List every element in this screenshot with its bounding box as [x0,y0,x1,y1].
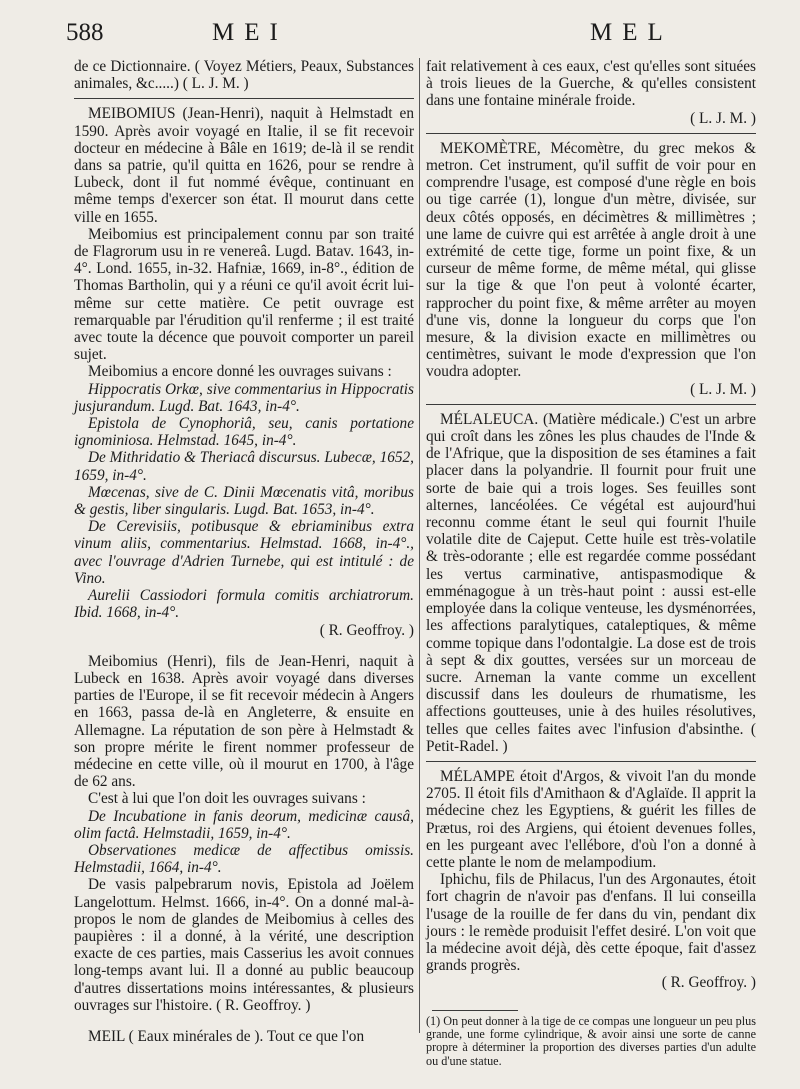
meibomius-h-glands: De vasis palpebrarum novis, Epistola ad Joëlem Langelottum. Helmst. 1666, in-4°. On a donné mal-à-propos le nom de glandes de Meibomius à celles des paupières : il a donné, à la vérité, une description exacte de ces parties, mais Casserius les avoit connues long-temps avant lui. Il a donné au public beaucoup d'autres dissertations moins intéressantes, & plusieurs ouvrages sur l'histoire. ( R. Geoffroy. ) [74,876,414,1014]
header-left-word: MEI [212,19,288,46]
work-entry: De Cerevisiis, potibusque & ebriaminibus extra vinum aliis, commentarius. Helmstad. 1668, in-4°., avec l'ouvrage d'Adrien Turnebe, qui est intitulé : de Vino. [74,518,414,587]
work-entry: De Mithridatio & Theriacâ discursus. Lubecæ, 1652, 1659, in-4°. [74,449,414,484]
section-rule [74,98,414,99]
meil-entry-continued: fait relativement à ces eaux, c'est qu'elles sont situées à trois lieues de la Guerche, & qu'elles consistent dans une fontaine minérale froide. [426,58,756,110]
meibomius-jh-bio: MEIBOMIUS (Jean-Henri), naquit à Helmstadt en 1590. Après avoir voyagé en Italie, il se fit recevoir docteur en médecine à Bâle en 1619; de-là il se rendit dans sa patrie, qu'il quitta en 1626, pour se rendre à Lubeck, dont il fut nommé évêque, continuant en même temps d'exercer son état. Il mourut dans cette ville en 1655. [74,105,414,226]
meil-entry-start: MEIL ( Eaux minérales de ). Tout ce que l'on [88,1027,365,1045]
running-header [66,18,770,50]
section-rule [426,761,756,762]
page-number: 588 [66,19,104,46]
work-entry: Hippocratis Orkœ, sive commentarius in Hippocratis jusjurandum. Lugd. Bat. 1643, in-4°. [74,380,414,415]
work-entry: Epistola de Cynophoriâ, seu, canis portatione ignominiosa. Helmstad. 1645, in-4°. [74,415,414,450]
section-rule [426,133,756,134]
intro-paragraph: de ce Dictionnaire. ( Voyez Métiers, Peaux, Substances animales, &c.....) ( L. J. M. ) [74,58,414,93]
footnote: (1) On peut donner à la tige de ce compas une longueur un peu plus grande, une forme cylindrique, & avoir ainsi une sorte de canne propre à déterminer la proportion des diverses parties d'un adulte ou d'une statue. [426,1013,756,1068]
left-column [74,58,414,1045]
meibomius-h-works-intro: C'est à lui que l'on doit les ouvrages suivans : [88,790,366,808]
footnote-rule [432,1010,518,1011]
author-signature: ( R. Geoffroy. ) [661,974,756,992]
section-rule [426,404,756,405]
right-column [426,58,756,1068]
author-signature: ( L. J. M. ) [690,380,756,398]
work-entry: Observationes medicæ de affectibus omissis. Helmstadii, 1664, in-4°. [74,841,414,877]
author-signature: ( L. J. M. ) [690,109,756,127]
column-divider [419,58,420,1033]
author-signature: ( R. Geoffroy. ) [319,621,414,639]
work-entry: Aurelii Cassiodori formula comitis archiatrorum. Ibid. 1668, in-4°. [74,587,414,622]
melampe-entry: MÉLAMPE étoit d'Argos, & vivoit l'an du monde 2705. Il étoit fils d'Amithaon & d'Aglaïde. Il apprit la médecine chez les Egyptiens, & guérit les filles de Prætus, roi des Argiens, qui étoient devenues folles, en les purgeant avec l'ellébore, d'où l'on a donné à cette plante le nom de melampodium. [426,767,756,871]
mekometre-entry: MEKOMÈTRE, Mécomètre, du grec mekos & metron. Cet instrument, qu'il suffit de voir pour en comprendre l'usage, est composé d'une règle en bois ou tige carrée (1), longue d'un mètre, divisée, sur deux côtés opposés, en décimètres & millimètres ; une lame de cuivre qui est arrêtée à angle droit à une extrémité de cette tige, forme un point fixe, & un curseur de même forme, de même métal, qui glisse sur la tige & que l'on peut à volonté écarter, rapprocher du point fixe, & même arrêter au moyen d'une vis, donne la longueur du corps que l'on mesure, & la division exacte en millimètres ou centimètres, suivant le mode d'expression que l'on voudra adopter. [426,139,756,381]
header-right-word: MEL [590,19,673,46]
meibomius-jh-treatise: Meibomius est principalement connu par son traité de Flagrorum usu in re venereâ. Lugd. Batav. 1643, in-4°. Lond. 1655, in-32. Hafniæ, 1669, in-8°., édition de Thomas Bartholin, qui y a réuni ce qu'il avoit écrit lui-même sur cette matière. Ce petit ouvrage est remarquable par l'érudition qu'il renferme ; il est traité avec toute la décence que pouvoit comporter un pareil sujet. [74,225,414,364]
meibomius-jh-works-intro: Meibomius a encore donné les ouvrages suivans : [88,363,392,381]
work-entry: De Incubatione in fanis deorum, medicinæ causâ, olim factâ. Helmstadii, 1659, in-4°. [74,807,414,842]
melampe-iphichu: Iphichu, fils de Philacus, l'un des Argonautes, étoit fort chagrin de n'avoir pas d'enfans. Il lui conseilla l'usage de la rouille de fer dans du vin, pendant dix jours : le remède produisit l'effet desiré. L'on voit que la médecine avoit déjà, dès cette époque, fait d'assez grands progrès. [426,871,756,975]
work-entry: Mœcenas, sive de C. Dinii Mœcenatis vitâ, moribus & gestis, liber singularis. Lugd. Bat. 1653, in-4°. [74,483,414,519]
meibomius-h-bio: Meibomius (Henri), fils de Jean-Henri, naquit à Lubeck en 1638. Après avoir voyagé dans diverses parties de l'Europe, il se fit recevoir médecin à Angers en 1663, passa de-là en Angleterre, & ensuite en Allemagne. La réputation de son père à Helmstadt & son propre mérite le firent nommer professeur de médecine en cette ville, où il mourut en 1700, à l'âge de 62 ans. [74,652,414,791]
melaleuca-entry: MÉLALEUCA. (Matière médicale.) C'est un arbre qui croît dans les zônes les plus chaudes de l'Inde & de l'Afrique, que la disposition de ses étamines a fait placer dans la polyandrie. Il fournit pour fruit une sorte de baie qui a trois loges. Ses feuilles sont alternes, lancéolées. Ce végétal est aujourd'hui reconnu comme étant le seul qui fournit l'huile volatile dite de Cajeput. Cette huile est très-volatile & très-odorante ; elle est regardée comme possédant les vertus carminative, antispasmodique & emménagogue à un très-haut point : aussi est-elle employée dans la colique venteuse, les dysménorrées, les affections paralytiques, cataleptiques, & même comme topique dans l'odontalgie. La dose est de trois à sept & dix gouttes, versées sur un morceau de sucre. Arneman la vante comme un excellent discussif dans les douleurs de rhumatisme, les affections goutteuses, unie à des huiles résolutives, telles que celles faites avec l'infusion d'absinthe. ( Petit-Radel. ) [426,410,756,755]
